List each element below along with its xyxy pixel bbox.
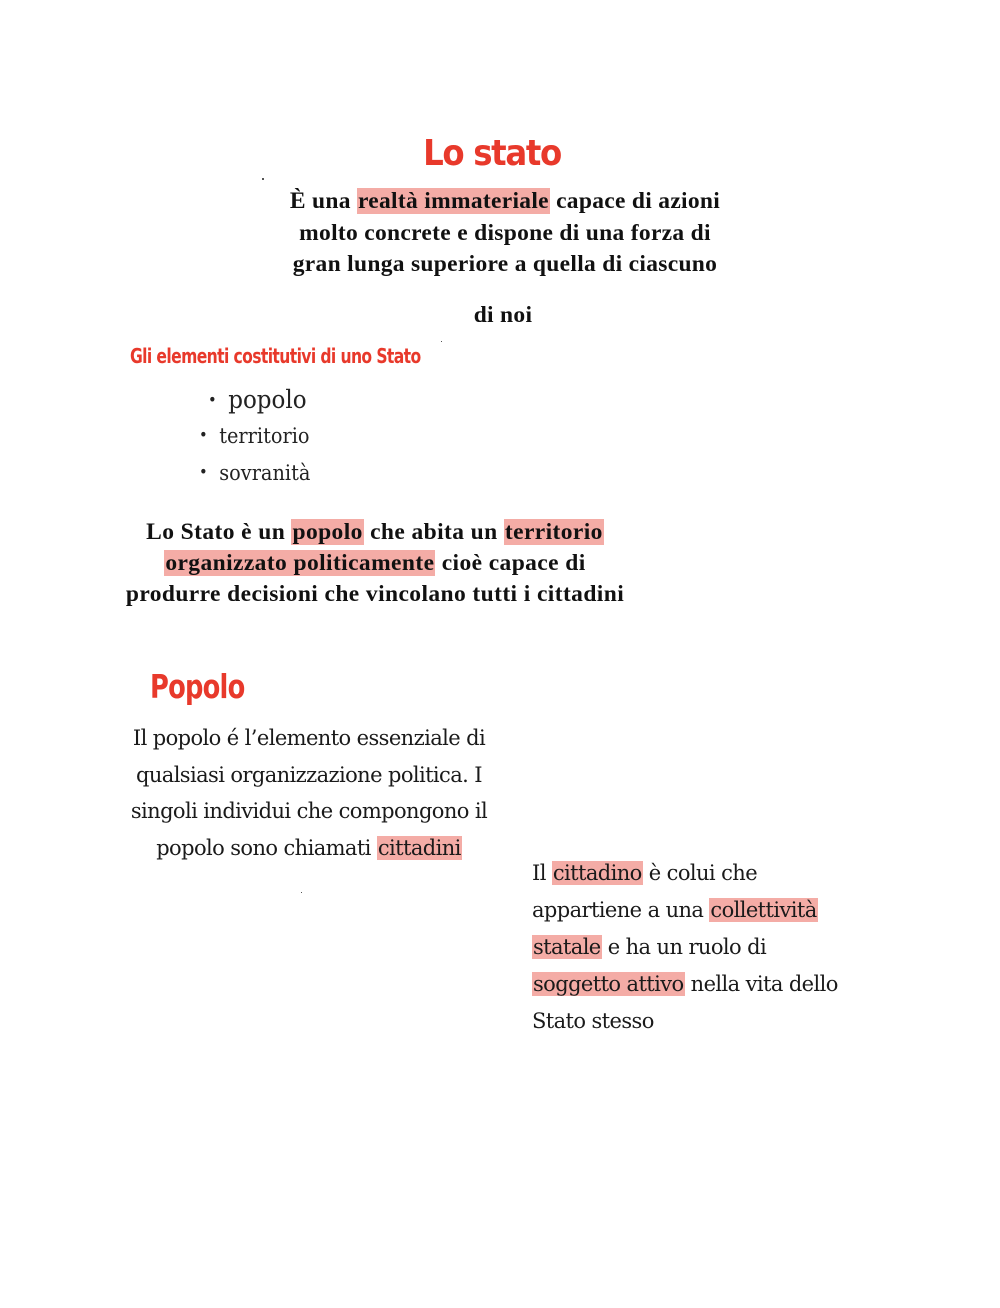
paragraph-text: e ha un ruolo di <box>601 935 767 959</box>
list-item <box>208 385 307 414</box>
definition-text: produrre decisioni che vincolano tutti i cittadini <box>125 581 625 607</box>
paragraph-line: qualsiasi organizzazione politica. I <box>136 762 482 787</box>
paragraph-line <box>108 830 510 867</box>
intro-paragraph <box>255 186 755 281</box>
page-title: Lo stato <box>423 133 561 174</box>
stray-mark <box>301 892 302 893</box>
intro-text: gran lunga superiore a quella di ciascuno <box>292 251 718 277</box>
paragraph-highlight: statale <box>533 935 601 959</box>
elements-heading: Gli elementi costitutivi di uno Stato <box>130 344 421 368</box>
paragraph-text: popolo sono chiamati <box>156 835 377 860</box>
paragraph-text: Il <box>532 861 552 885</box>
definition-text: cioè capace di <box>435 550 586 576</box>
cittadino-paragraph <box>532 855 872 1040</box>
paragraph-text: è colui che <box>642 861 758 885</box>
bullet-icon: • <box>208 390 217 409</box>
list-item-label: territorio <box>219 424 310 448</box>
paragraph-line <box>532 855 872 892</box>
definition-text: che abita un <box>363 519 504 545</box>
intro-paragraph-end: di noi <box>473 302 533 328</box>
stray-mark <box>441 341 442 342</box>
paragraph-text: nella vita dello <box>684 972 838 996</box>
paragraph-line <box>532 892 872 929</box>
list-item <box>199 461 310 485</box>
state-definition <box>100 517 650 610</box>
definition-highlight: popolo <box>292 519 363 545</box>
popolo-paragraph <box>108 720 510 866</box>
paragraph-line: Stato stesso <box>532 1009 654 1033</box>
paragraph-line <box>532 966 872 1003</box>
intro-highlight: realtà immateriale <box>357 188 549 214</box>
list-item <box>199 424 310 448</box>
list-item-label: sovranità <box>219 461 311 485</box>
definition-highlight: organizzato politicamente <box>165 550 435 576</box>
paragraph-line: singoli individui che compongono il <box>130 799 488 823</box>
paragraph-highlight: collettività <box>710 898 817 922</box>
bullet-icon: • <box>199 425 208 444</box>
intro-text: È una <box>289 188 357 214</box>
paragraph-highlight: soggetto attivo <box>533 972 684 996</box>
paragraph-highlight: cittadino <box>552 861 642 885</box>
stray-mark <box>262 178 264 180</box>
paragraph-line <box>532 929 872 966</box>
paragraph-line: Il popolo é l’elemento essenziale di <box>132 726 486 750</box>
definition-text: Lo Stato è un <box>146 519 292 545</box>
section-heading-popolo: Popolo <box>150 667 245 706</box>
intro-text: capace di azioni <box>549 188 721 214</box>
paragraph-text: appartiene a una <box>532 898 710 922</box>
list-item-label: popolo <box>228 385 307 414</box>
intro-text: molto concrete e dispone di una forza di <box>299 219 711 246</box>
bullet-icon: • <box>199 462 208 481</box>
definition-highlight: territorio <box>504 519 603 545</box>
paragraph-highlight: cittadini <box>377 835 461 860</box>
